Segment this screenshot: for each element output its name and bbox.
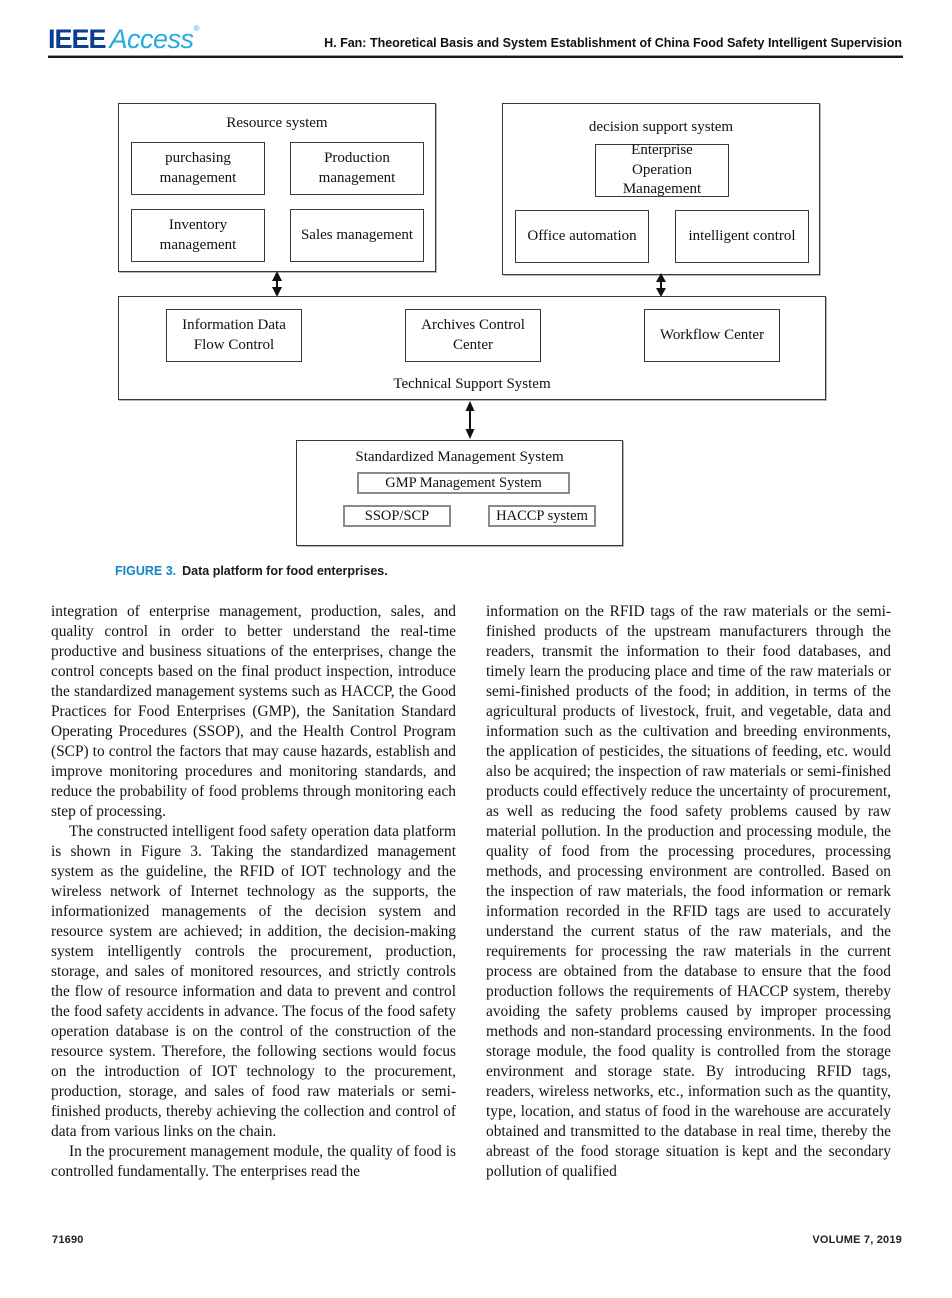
inventory-management-box: Inventory management <box>131 209 265 262</box>
technical-to-standardized-arrow <box>462 401 478 439</box>
purchasing-management-box: purchasing management <box>131 142 265 195</box>
left-column-paragraph-1: integration of enterprise management, production, sales, and quality control in order to better understand the real-time productive and business situations of the enterprises, change the control concepts based on the final product inspection, introduce the standardized management systems such as HACCP, the Good Practices for Food Enterprises (GMP), the Sanitation Standard Operating Procedures (SSOP), and the Health Control Program (SCP) to control the factors that may cause hazards, establish and improve monitoring procedures and monitoring standards, and reduce the probability of food problems through monitoring each step of processing. <box>51 603 456 820</box>
decision-to-technical-arrow <box>653 273 669 297</box>
decision-support-system-group <box>502 103 820 275</box>
intelligent-control-box: intelligent control <box>675 210 809 263</box>
standardized-management-system-group <box>296 440 623 546</box>
gmp-management-system-box: GMP Management System <box>357 472 570 494</box>
header-rule <box>48 55 903 58</box>
standardized-management-system-title: Standardized Management System <box>355 449 564 465</box>
page-footer <box>52 1234 902 1246</box>
figure-caption-text: Data platform for food enterprises. <box>182 564 388 578</box>
right-column <box>486 602 891 1182</box>
production-management-box: Production management <box>290 142 424 195</box>
sales-management-box: Sales management <box>290 209 424 262</box>
logo-ieee-text: IEEE <box>48 24 106 54</box>
technical-support-system-group <box>118 296 826 400</box>
right-column-paragraph-1: information on the RFID tags of the raw materials or the semi-finished products of the upstream manufacturers through the readers, transmit the information to their food databases, and timely learn the producing place and time of the raw materials or semi-finished products of the food; in addition, in terms of the agricultural products of livestock, fruit, and vegetable, data and information such as the cultivation and breeding environments, the application of pesticides, the situations of feeding, etc. would also be acquired; the inspection of raw materials or semi-finished products could effectively reduce the uncertainty of procurement, as well as reducing the food safety problems caused by raw material pollution. In the production and processing module, the quality of food from the processing procedures, processing methods, and processing environment are controlled. Based on the inspection of raw materials, the food information or remark information recorded in the RFID tags are used to accurately understand the current status of the raw materials, and the requirements for processing the raw materials in the current process are obtained from the database to ensure that the food production follows the requirements of HACCP system, thereby avoiding the safety problems caused by improper processing methods and non-standard processing environments. In the food storage module, the food quality is controlled from the storage environment and storage state. By introducing RFID tags, readers, wireless networks, etc., information such as the quantity, type, location, and status of food in the warehouse are accurately obtained and transmitted to the database in real time, thereby the abreast of the food storage situation is kept and the secondary pollution of qualified <box>486 603 891 1180</box>
enterprise-operation-management-box: Enterprise Operation Management <box>595 144 729 197</box>
running-title: H. Fan: Theoretical Basis and System Establishment of China Food Safety Intelligent Supervision <box>324 36 902 50</box>
left-column-paragraph-2: The constructed intelligent food safety operation data platform is shown in Figure 3. Taking the standardized management system as the guideline, the RFID of IOT technology and the wireless network of Internet technology as the supports, the informationized managements of the decision system and resource system are achieved; in addition, the decision-making system intelligently controls the procurement, production, storage, and sales of monitored resources, and strictly controls the flow of resource information and data to prevent and control the food safety accidents in advance. The focus of the food safety operation database is on the control of the construction of the resource system. Therefore, the following sections would focus on the introduction of IOT technology to the procurement, production, storage, and sales of food raw materials or semi-finished products, thereby achieving the collection and control of data from various links on the chain. <box>51 823 456 1140</box>
haccp-system-box: HACCP system <box>488 505 596 527</box>
information-data-flow-control-box: Information Data Flow Control <box>166 309 302 362</box>
volume-info: VOLUME 7, 2019 <box>812 1234 902 1246</box>
workflow-center-box: Workflow Center <box>644 309 780 362</box>
technical-support-system-title: Technical Support System <box>393 376 551 392</box>
decision-support-system-title: decision support system <box>588 119 734 135</box>
left-column-paragraph-3: In the procurement management module, the quality of food is controlled fundamentally. The enterprises read the <box>51 1143 456 1180</box>
archives-control-center-box: Archives Control Center <box>405 309 541 362</box>
resource-system-group <box>118 103 436 272</box>
registered-mark: ® <box>193 24 200 33</box>
figure-caption-label: FIGURE 3. <box>115 564 177 578</box>
left-column <box>51 602 456 1182</box>
logo-access-text: Access <box>109 24 194 54</box>
page-number: 71690 <box>52 1234 84 1246</box>
resource-to-technical-arrow <box>269 271 285 297</box>
ssop-scp-box: SSOP/SCP <box>343 505 451 527</box>
figure-caption <box>115 564 388 578</box>
resource-system-title: Resource system <box>226 115 328 131</box>
ieee-access-logo <box>48 24 199 55</box>
office-automation-box: Office automation <box>515 210 649 263</box>
